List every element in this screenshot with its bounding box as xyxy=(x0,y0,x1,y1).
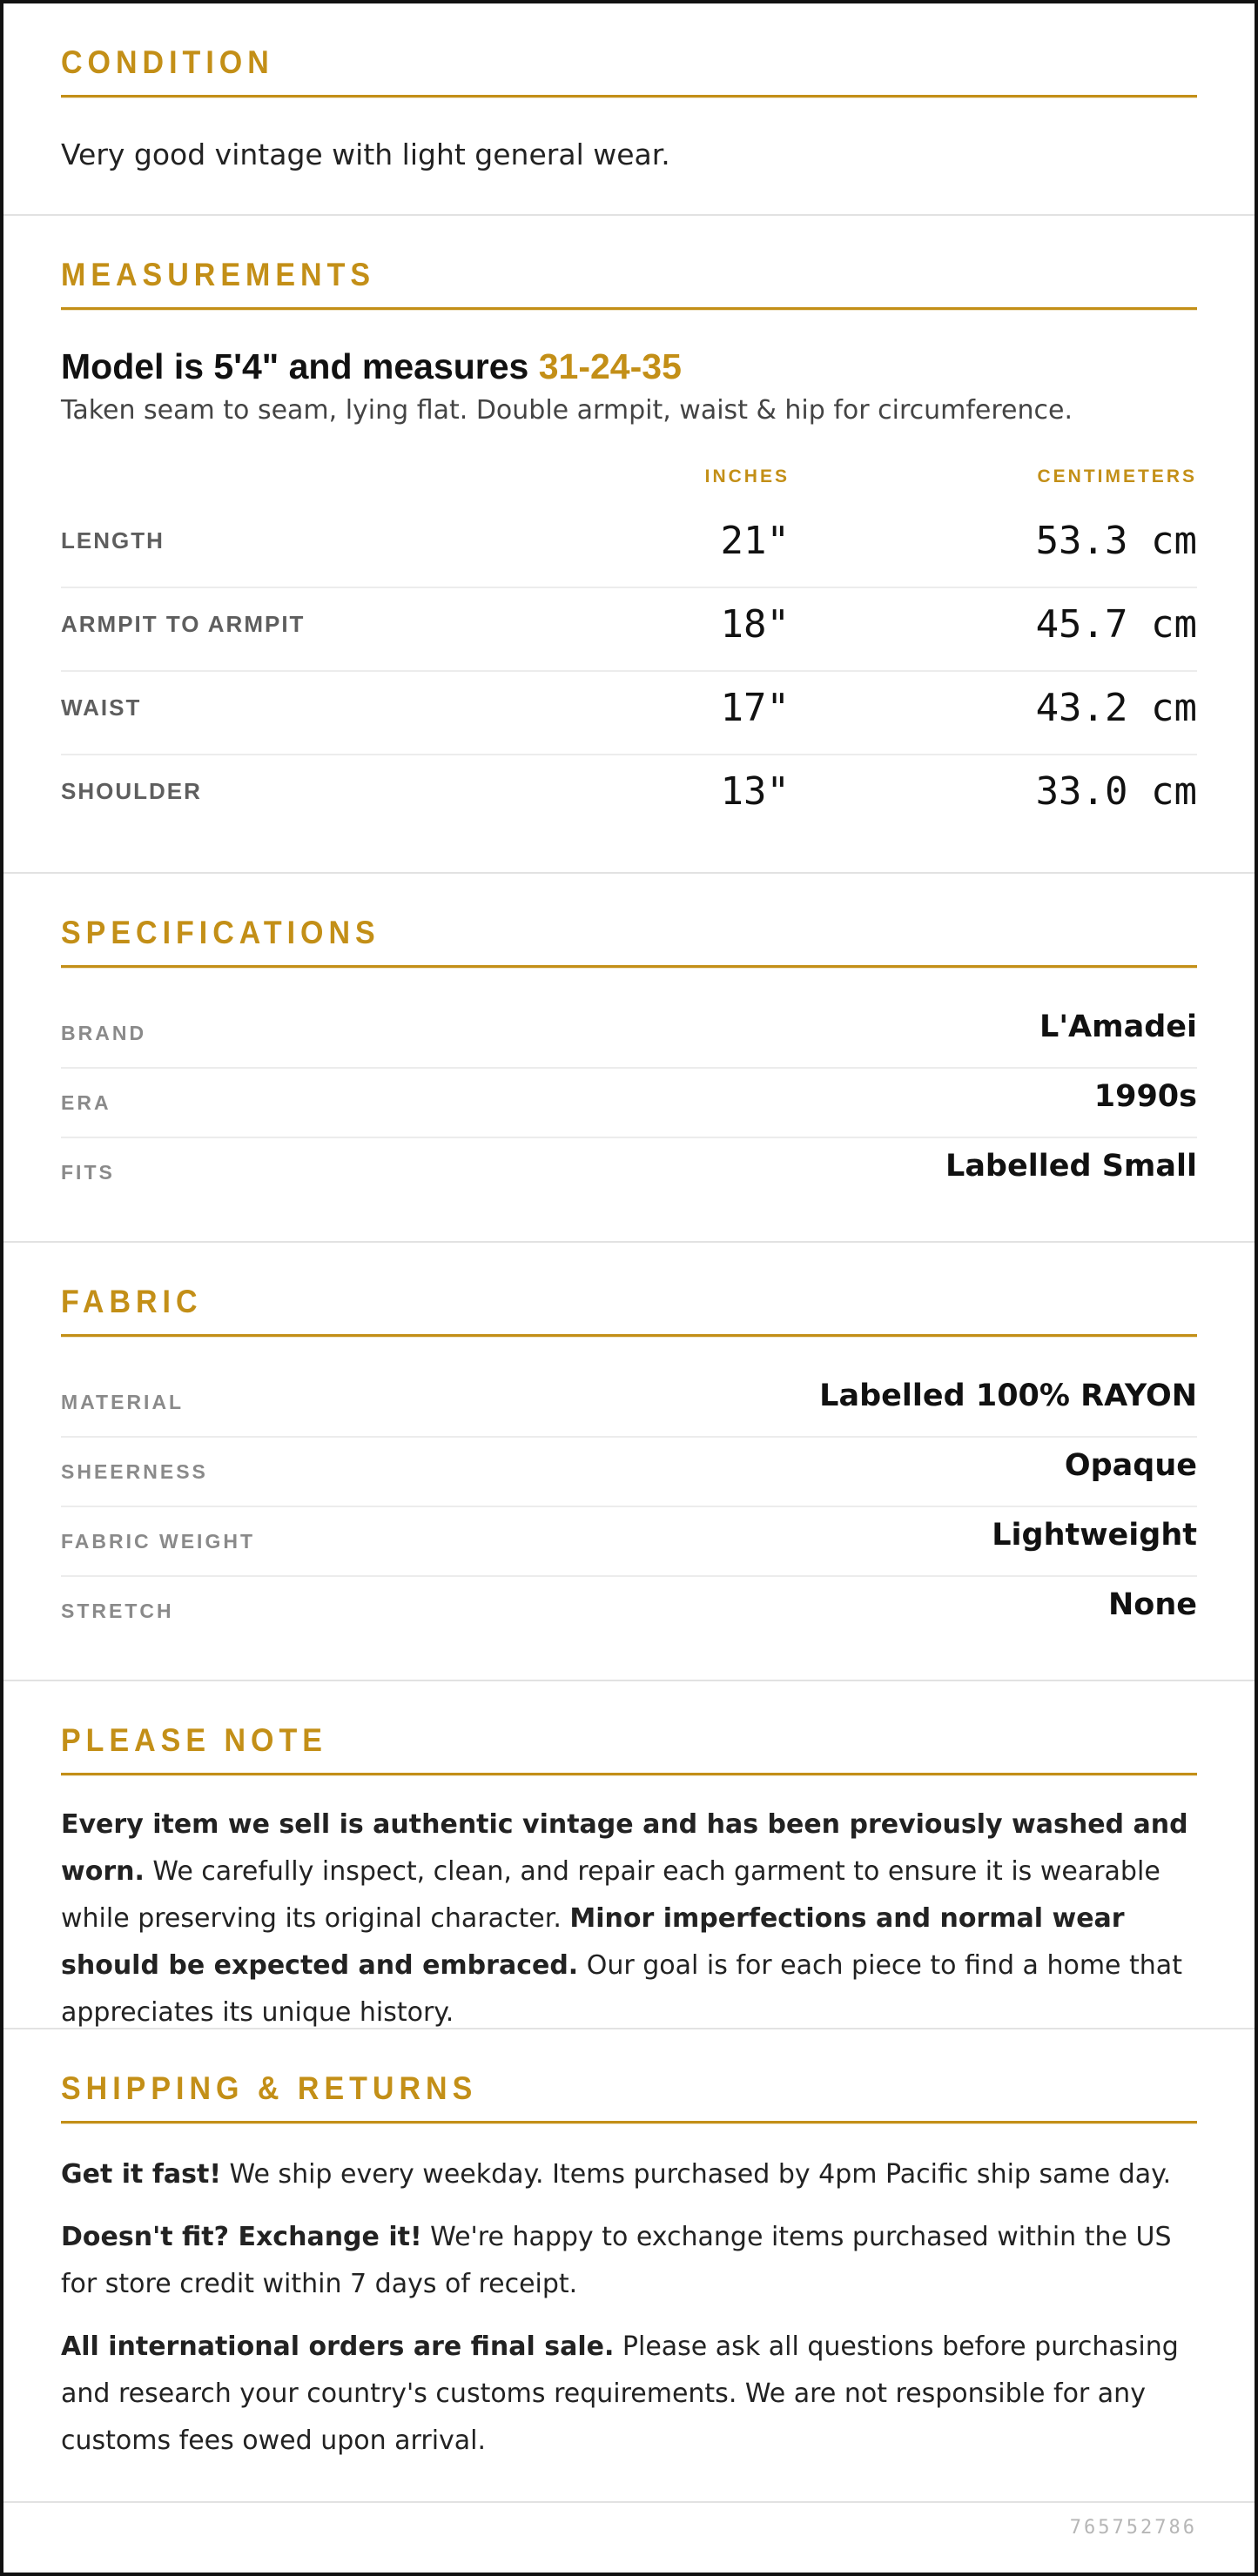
measurement-inches: 18" xyxy=(720,602,790,647)
shipping-p2-bold: Doesn't fit? Exchange it! xyxy=(61,2222,422,2252)
fabric-value: None xyxy=(1108,1587,1197,1622)
spec-value: Labelled Small xyxy=(945,1149,1197,1184)
measurement-cm: 33.0 cm xyxy=(1035,769,1197,814)
measurement-label: WAIST xyxy=(61,694,142,721)
spec-row-era xyxy=(61,1067,1197,1138)
measurement-inches: 17" xyxy=(720,686,790,730)
measurement-cm: 45.7 cm xyxy=(1035,602,1197,647)
shipping-paragraph-3 xyxy=(61,2324,1197,2465)
shipping-p1-bold: Get it fast! xyxy=(61,2159,221,2190)
spec-label: ERA xyxy=(61,1091,111,1114)
fabric-value: Labelled 100% RAYON xyxy=(819,1379,1197,1413)
measurement-row-armpit xyxy=(61,587,1197,672)
condition-section xyxy=(3,3,1255,216)
measurement-inches: 21" xyxy=(720,519,790,563)
please-note-section xyxy=(3,1681,1255,2029)
please-note-title: PLEASE NOTE xyxy=(61,1723,1197,1775)
fabric-label: FABRIC WEIGHT xyxy=(61,1530,255,1553)
model-measures-line xyxy=(61,346,1197,387)
measurements-section xyxy=(3,216,1255,874)
shipping-paragraph-2 xyxy=(61,2214,1197,2308)
note-text-2: Our goal is for each piece to find a home that appreciates its unique history. xyxy=(61,1950,1182,2028)
fabric-title: FABRIC xyxy=(61,1285,1197,1337)
spec-row-brand xyxy=(61,997,1197,1069)
shipping-paragraph-1 xyxy=(61,2151,1197,2198)
spec-row-fits xyxy=(61,1137,1197,1206)
measurement-row-waist xyxy=(61,670,1197,755)
model-line-prefix: Model is 5'4" and measures xyxy=(61,346,539,386)
condition-title: CONDITION xyxy=(61,45,1197,97)
condition-text: Very good vintage with light general wear. xyxy=(61,138,670,171)
specifications-title: SPECIFICATIONS xyxy=(61,916,1197,968)
measurement-row-length xyxy=(61,503,1197,588)
spec-value: L'Amadei xyxy=(1039,1010,1197,1044)
measurement-label: SHOULDER xyxy=(61,778,202,804)
measurement-label: ARMPIT TO ARMPIT xyxy=(61,611,306,637)
inches-column-header: INCHES xyxy=(704,466,790,486)
note-bold-2: Minor imperfections and normal wear should be expected and embraced. xyxy=(61,1903,1125,1981)
spec-label: FITS xyxy=(61,1161,115,1184)
note-bold-1: Every item we sell is authentic vintage and has been previously washed and worn. xyxy=(61,1809,1188,1887)
fabric-label: MATERIAL xyxy=(61,1391,185,1413)
shipping-p3-text: Please ask all questions before purchasing and research your country's customs requirements. We are not responsible for any customs fees owed upon arrival. xyxy=(61,2331,1179,2456)
fabric-label: STRETCH xyxy=(61,1600,174,1622)
measurement-method-text: Taken seam to seam, lying flat. Double armpit, waist & hip for circumference. xyxy=(61,395,1073,426)
measurement-inches: 13" xyxy=(720,769,790,814)
spec-value: 1990s xyxy=(1093,1079,1197,1114)
measurement-row-shoulder xyxy=(61,754,1197,837)
fabric-row-weight xyxy=(61,1506,1197,1577)
fabric-value: Lightweight xyxy=(992,1518,1197,1553)
measurements-title: MEASUREMENTS xyxy=(61,258,1197,310)
measurement-cm: 53.3 cm xyxy=(1035,519,1197,563)
shipping-returns-section xyxy=(3,2029,1255,2503)
spec-label: BRAND xyxy=(61,1022,147,1044)
sku-number: 765752786 xyxy=(1069,2517,1197,2539)
model-measures-value: 31-24-35 xyxy=(538,346,682,386)
fabric-label: SHEERNESS xyxy=(61,1460,208,1483)
fabric-row-sheerness xyxy=(61,1436,1197,1507)
shipping-returns-title: SHIPPING & RETURNS xyxy=(61,2071,1197,2123)
specifications-section xyxy=(3,874,1255,1243)
note-text-1: We carefully inspect, clean, and repair each garment to ensure it is wearable while preserving its original character. xyxy=(61,1856,1160,1934)
please-note-text xyxy=(61,1801,1197,2036)
shipping-p1-text: We ship every weekday. Items purchased by 4pm Pacific ship same day. xyxy=(221,2159,1172,2190)
fabric-section xyxy=(3,1243,1255,1681)
shipping-p2-text: We're happy to exchange items purchased within the US for store credit within 7 days of receipt. xyxy=(61,2222,1172,2299)
fabric-value: Opaque xyxy=(1064,1448,1197,1483)
centimeters-column-header: CENTIMETERS xyxy=(1037,466,1197,486)
measurement-cm: 43.2 cm xyxy=(1035,686,1197,730)
measurement-label: LENGTH xyxy=(61,527,165,553)
fabric-row-stretch xyxy=(61,1575,1197,1645)
shipping-p3-bold: All international orders are final sale. xyxy=(61,2331,615,2362)
fabric-row-material xyxy=(61,1366,1197,1438)
